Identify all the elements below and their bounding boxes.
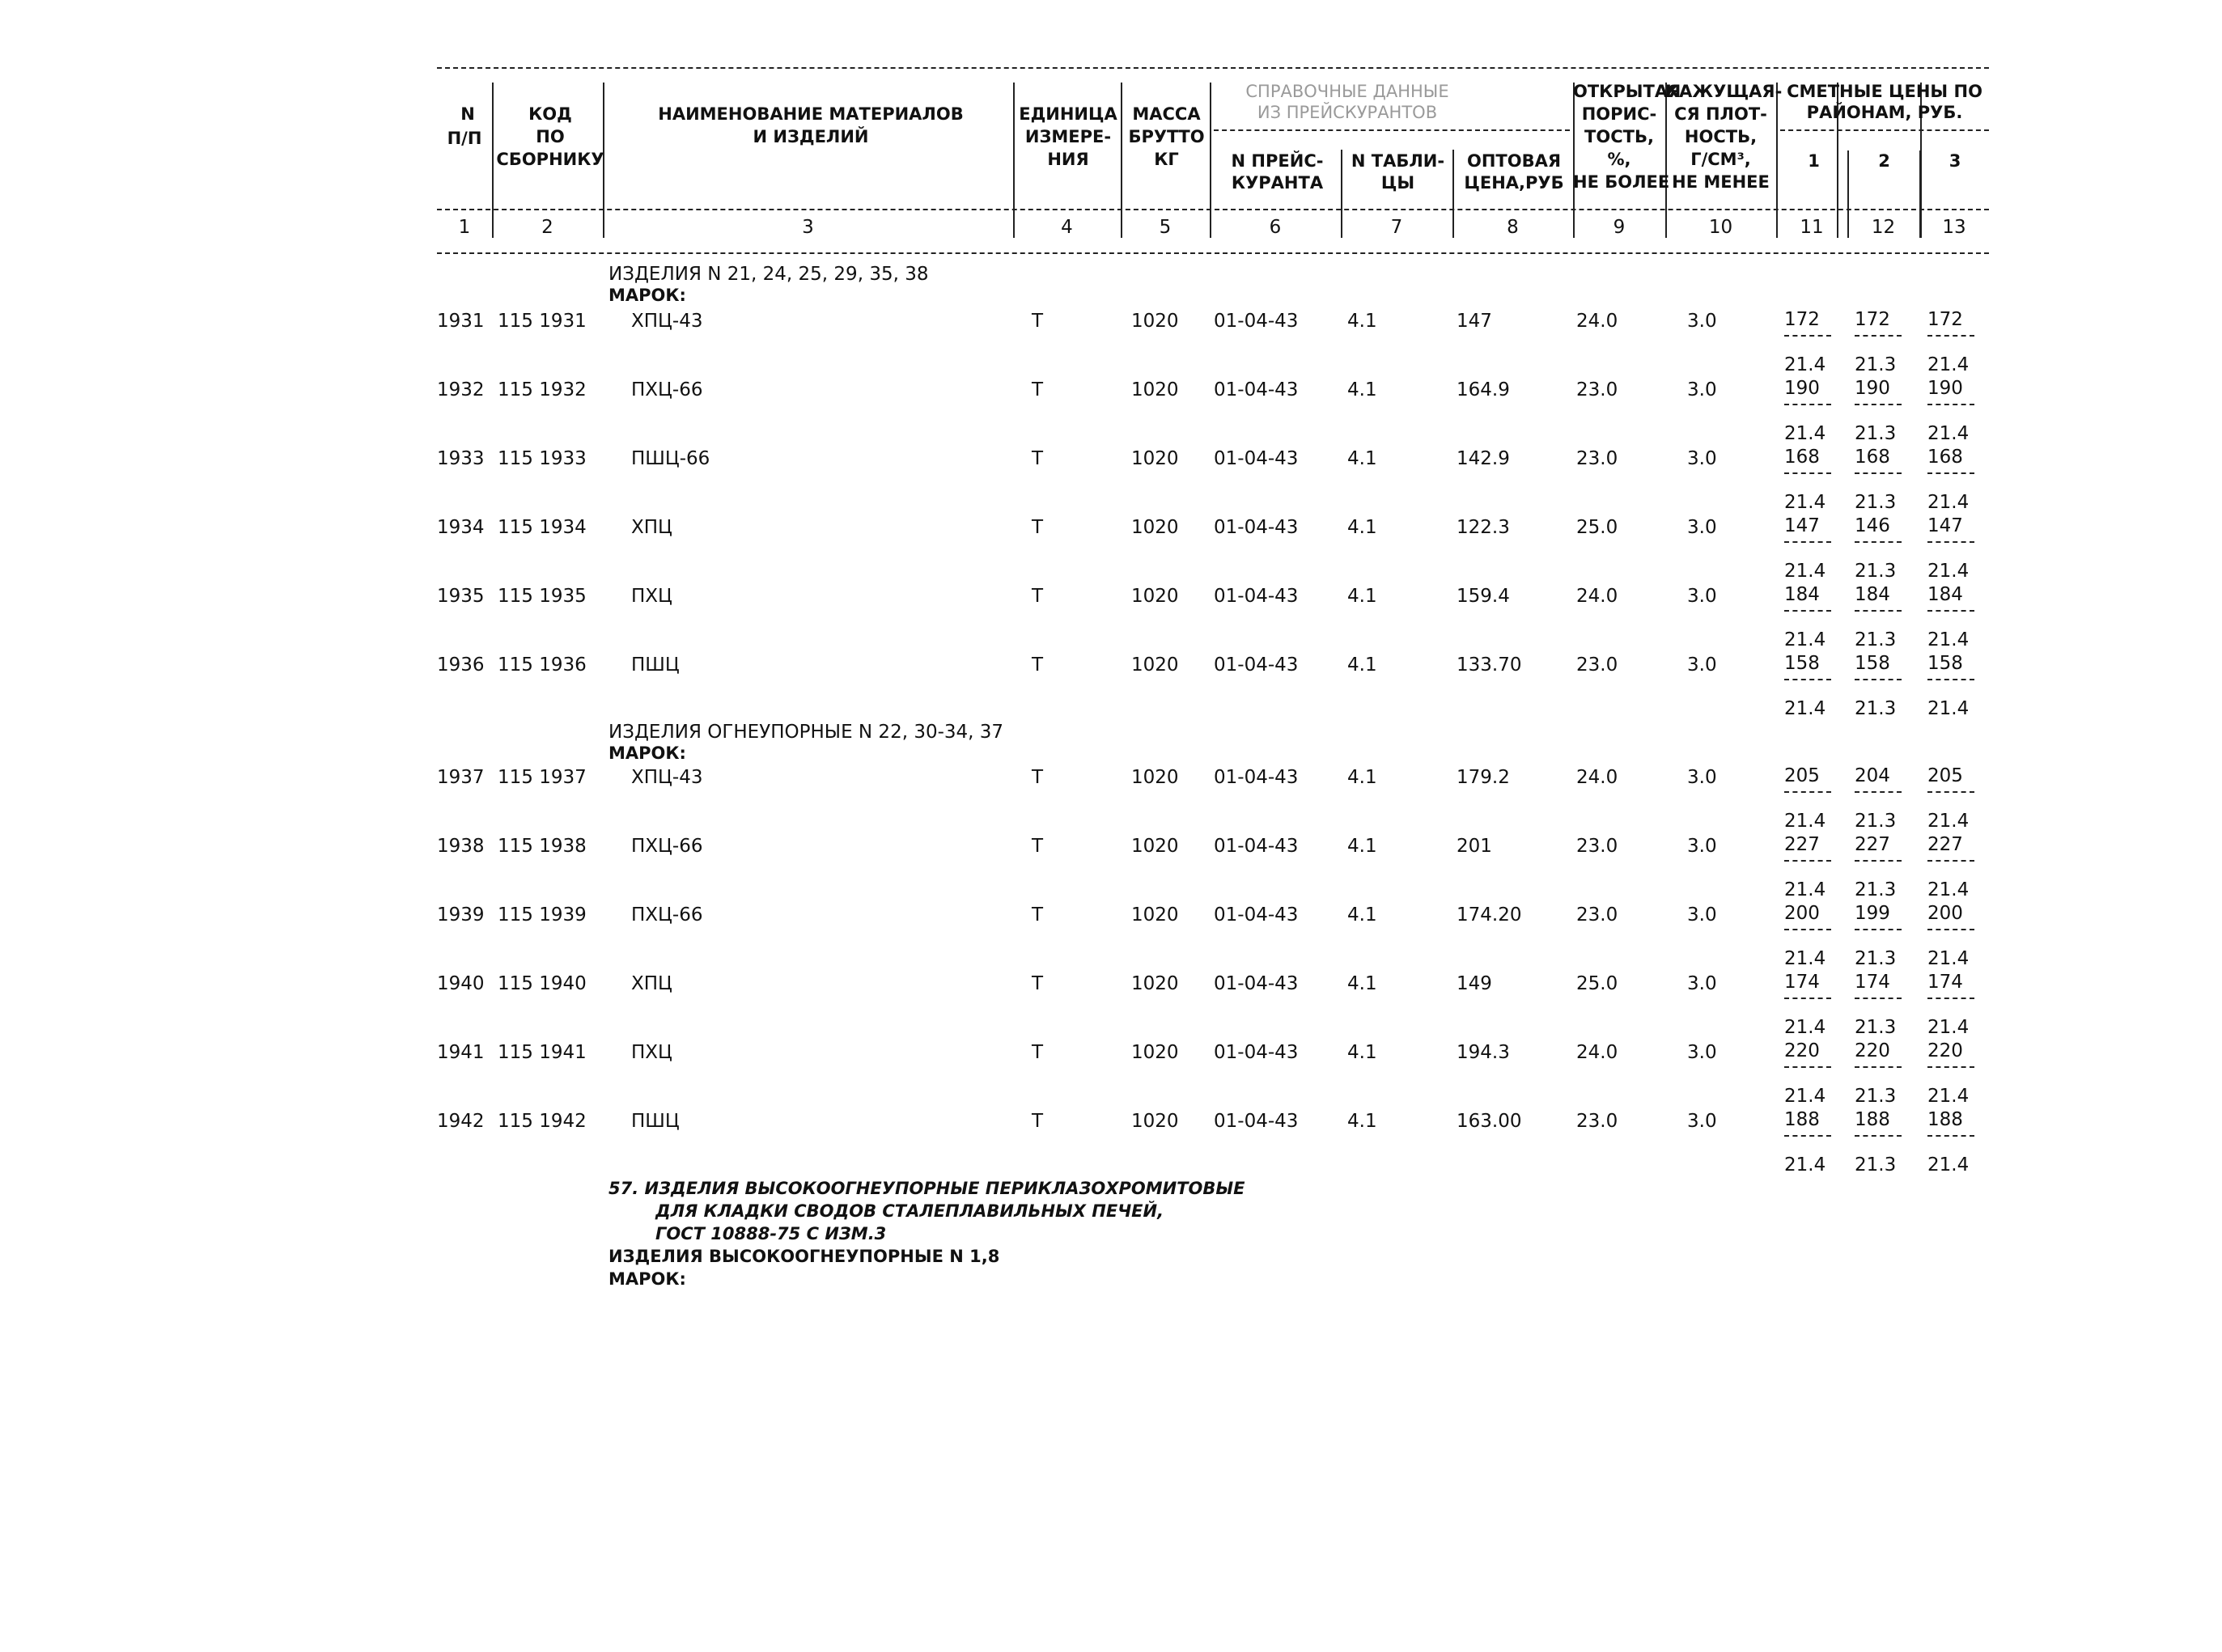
fraction-bar (1927, 335, 1974, 337)
row-region-price-2: 220 (1855, 1040, 1890, 1061)
section-title-marks: МАРОК: (609, 743, 686, 763)
row-region-price-1: 190 (1784, 378, 1820, 399)
fraction-bar (1784, 929, 1831, 930)
row-pricelist: 01-04-43 (1214, 586, 1299, 607)
row-region-coefficient-1: 21.4 (1784, 561, 1826, 582)
row-region-price-1: 188 (1784, 1109, 1820, 1130)
row-mass: 1020 (1131, 448, 1179, 469)
row-porosity: 23.0 (1576, 904, 1618, 926)
row-item-name: ПШЦ-66 (631, 448, 710, 469)
row-table-number: 4.1 (1347, 1042, 1377, 1063)
row-table-number: 4.1 (1347, 517, 1377, 538)
row-density: 3.0 (1687, 836, 1717, 857)
row-mass: 1020 (1131, 836, 1179, 857)
row-pricelist: 01-04-43 (1214, 448, 1299, 469)
row-item-name: ХПЦ-43 (631, 311, 703, 332)
fraction-bar (1855, 998, 1902, 999)
row-region-coefficient-2: 21.3 (1855, 1017, 1897, 1038)
row-mass: 1020 (1131, 517, 1179, 538)
header-column-number: 2 (541, 217, 553, 238)
header-wholesale-label: ЦЕНА,РУБ (1464, 173, 1564, 193)
row-unit: Т (1032, 379, 1044, 400)
row-porosity: 23.0 (1576, 836, 1618, 857)
header-number-rule (437, 209, 1989, 210)
header-porosity-label: ПОРИС- (1581, 104, 1657, 124)
row-code: 115 1938 (498, 836, 587, 857)
row-pricelist: 01-04-43 (1214, 311, 1299, 332)
fraction-bar (1927, 1135, 1974, 1137)
row-region-coefficient-2: 21.3 (1855, 879, 1897, 900)
header-density-label: Г/СМ³, (1690, 150, 1751, 169)
row-region-coefficient-1: 21.4 (1784, 948, 1826, 969)
row-code: 115 1941 (498, 1042, 587, 1063)
header-column-number: 7 (1390, 217, 1403, 238)
row-region-price-3: 158 (1927, 653, 1963, 674)
row-region-coefficient-3: 21.4 (1927, 1086, 1970, 1107)
header-name-label: И ИЗДЕЛИЙ (753, 127, 869, 146)
footer-subheading: ИЗДЕЛИЯ ВЫСОКООГНЕУПОРНЫЕ N 1,8 (609, 1247, 1000, 1266)
row-number: 1938 (437, 836, 485, 857)
fraction-bar (1855, 929, 1902, 930)
row-code: 115 1934 (498, 517, 587, 538)
fraction-bar (1927, 541, 1974, 543)
header-num-label: П/П (447, 129, 482, 148)
row-region-price-3: 184 (1927, 584, 1963, 605)
row-porosity: 24.0 (1576, 767, 1618, 788)
row-wholesale-price: 174.20 (1457, 904, 1522, 926)
header-column-number: 10 (1708, 217, 1733, 238)
header-column-number: 13 (1942, 217, 1966, 238)
row-region-price-3: 188 (1927, 1109, 1963, 1130)
footer-heading: ДЛЯ КЛАДКИ СВОДОВ СТАЛЕПЛАВИЛЬНЫХ ПЕЧЕЙ, (655, 1201, 1164, 1221)
row-unit: Т (1032, 517, 1044, 538)
row-region-coefficient-1: 21.4 (1784, 698, 1826, 719)
row-wholesale-price: 201 (1457, 836, 1492, 857)
header-density-label: НЕ МЕНЕЕ (1672, 172, 1770, 192)
row-porosity: 23.0 (1576, 379, 1618, 400)
row-porosity: 25.0 (1576, 517, 1618, 538)
row-region-price-2: 227 (1855, 834, 1890, 855)
row-region-price-2: 168 (1855, 447, 1890, 468)
row-code: 115 1940 (498, 973, 587, 994)
row-region-price-3: 200 (1927, 903, 1963, 924)
row-density: 3.0 (1687, 767, 1717, 788)
row-density: 3.0 (1687, 1042, 1717, 1063)
row-wholesale-price: 142.9 (1457, 448, 1510, 469)
fraction-bar (1784, 335, 1831, 337)
row-number: 1942 (437, 1111, 485, 1132)
row-table-number: 4.1 (1347, 904, 1377, 926)
fraction-bar (1784, 860, 1831, 862)
row-region-price-3: 168 (1927, 447, 1963, 468)
fraction-bar (1927, 860, 1974, 862)
row-item-name: ПХЦ (631, 1042, 672, 1063)
row-unit: Т (1032, 448, 1044, 469)
row-region-coefficient-3: 21.4 (1927, 492, 1970, 513)
row-table-number: 4.1 (1347, 311, 1377, 332)
fraction-bar (1784, 1066, 1831, 1068)
fraction-bar (1784, 998, 1831, 999)
row-mass: 1020 (1131, 1042, 1179, 1063)
row-region-coefficient-3: 21.4 (1927, 698, 1970, 719)
row-density: 3.0 (1687, 379, 1717, 400)
header-column-number: 12 (1871, 217, 1896, 238)
header-region-3: 3 (1948, 151, 1961, 171)
price-group-subrule (1780, 129, 1989, 131)
header-price-group-label: СМЕТНЫЕ ЦЕНЫ ПО (1787, 82, 1982, 101)
row-region-price-2: 172 (1855, 309, 1890, 330)
row-region-price-2: 204 (1855, 765, 1890, 786)
header-num-label: N (460, 104, 475, 124)
fraction-bar (1855, 335, 1902, 337)
header-region-2: 2 (1878, 151, 1890, 171)
fraction-bar (1855, 860, 1902, 862)
header-table-label: N ТАБЛИ- (1351, 151, 1445, 171)
row-region-coefficient-1: 21.4 (1784, 811, 1826, 832)
row-region-coefficient-2: 21.3 (1855, 492, 1897, 513)
fraction-bar (1927, 472, 1974, 474)
row-region-price-2: 158 (1855, 653, 1890, 674)
row-pricelist: 01-04-43 (1214, 1111, 1299, 1132)
row-unit: Т (1032, 904, 1044, 926)
row-region-coefficient-3: 21.4 (1927, 561, 1970, 582)
row-number: 1931 (437, 311, 485, 332)
row-porosity: 24.0 (1576, 311, 1618, 332)
row-code: 115 1939 (498, 904, 587, 926)
row-number: 1934 (437, 517, 485, 538)
column-divider (1013, 83, 1015, 238)
header-price-group-label: РАЙОНАМ, РУБ. (1806, 103, 1963, 122)
row-pricelist: 01-04-43 (1214, 379, 1299, 400)
fraction-bar (1855, 541, 1902, 543)
row-region-price-3: 227 (1927, 834, 1963, 855)
header-mass-label: БРУТТО (1128, 127, 1205, 146)
row-mass: 1020 (1131, 586, 1179, 607)
row-region-coefficient-2: 21.3 (1855, 561, 1897, 582)
header-column-number: 1 (458, 217, 471, 238)
row-region-price-2: 188 (1855, 1109, 1890, 1130)
row-region-price-3: 174 (1927, 972, 1963, 993)
row-region-coefficient-2: 21.3 (1855, 698, 1897, 719)
fraction-bar (1927, 1066, 1974, 1068)
row-region-coefficient-3: 21.4 (1927, 423, 1970, 444)
header-code-label: КОД (528, 104, 572, 124)
row-porosity: 23.0 (1576, 448, 1618, 469)
row-region-coefficient-1: 21.4 (1784, 1154, 1826, 1175)
row-code: 115 1931 (498, 311, 587, 332)
row-item-name: ПШЦ (631, 654, 680, 676)
row-density: 3.0 (1687, 904, 1717, 926)
section-title-marks: МАРОК: (609, 286, 686, 305)
header-mass-label: КГ (1154, 150, 1179, 169)
header-code-label: СБОРНИКУ (496, 150, 604, 169)
row-density: 3.0 (1687, 973, 1717, 994)
header-column-number: 3 (802, 217, 814, 238)
fraction-bar (1855, 610, 1902, 612)
row-code: 115 1935 (498, 586, 587, 607)
row-wholesale-price: 122.3 (1457, 517, 1510, 538)
row-item-name: ХПЦ-43 (631, 767, 703, 788)
fraction-bar (1927, 998, 1974, 999)
row-unit: Т (1032, 654, 1044, 676)
row-region-price-2: 174 (1855, 972, 1890, 993)
fraction-bar (1784, 679, 1831, 680)
column-divider (1121, 83, 1122, 238)
row-number: 1939 (437, 904, 485, 926)
row-pricelist: 01-04-43 (1214, 654, 1299, 676)
row-unit: Т (1032, 311, 1044, 332)
row-pricelist: 01-04-43 (1214, 1042, 1299, 1063)
row-item-name: ПХЦ-66 (631, 379, 703, 400)
row-unit: Т (1032, 1042, 1044, 1063)
row-region-coefficient-3: 21.4 (1927, 629, 1970, 650)
row-density: 3.0 (1687, 517, 1717, 538)
row-porosity: 23.0 (1576, 1111, 1618, 1132)
header-porosity-label: ОТКРЫТАЯ (1573, 82, 1681, 101)
row-unit: Т (1032, 1111, 1044, 1132)
row-table-number: 4.1 (1347, 448, 1377, 469)
header-column-number: 4 (1061, 217, 1073, 238)
fraction-bar (1927, 404, 1974, 405)
row-region-coefficient-1: 21.4 (1784, 1086, 1826, 1107)
row-code: 115 1933 (498, 448, 587, 469)
row-mass: 1020 (1131, 973, 1179, 994)
row-table-number: 4.1 (1347, 379, 1377, 400)
row-table-number: 4.1 (1347, 586, 1377, 607)
row-density: 3.0 (1687, 654, 1717, 676)
header-column-number: 6 (1269, 217, 1282, 238)
row-density: 3.0 (1687, 311, 1717, 332)
row-region-price-1: 147 (1784, 515, 1820, 536)
row-wholesale-price: 159.4 (1457, 586, 1510, 607)
row-unit: Т (1032, 836, 1044, 857)
header-table-label: ЦЫ (1380, 173, 1415, 193)
row-wholesale-price: 164.9 (1457, 379, 1510, 400)
header-porosity-label: ТОСТЬ, (1584, 127, 1654, 146)
row-porosity: 23.0 (1576, 654, 1618, 676)
header-column-number: 9 (1613, 217, 1626, 238)
row-pricelist: 01-04-43 (1214, 973, 1299, 994)
fraction-bar (1855, 1066, 1902, 1068)
row-region-price-2: 184 (1855, 584, 1890, 605)
row-table-number: 4.1 (1347, 836, 1377, 857)
row-code: 115 1937 (498, 767, 587, 788)
header-density-label: НОСТЬ, (1684, 127, 1758, 146)
row-item-name: ХПЦ (631, 973, 672, 994)
ref-group-subrule (1214, 129, 1570, 131)
header-column-number: 11 (1800, 217, 1824, 238)
row-region-price-1: 174 (1784, 972, 1820, 993)
row-region-price-1: 184 (1784, 584, 1820, 605)
row-mass: 1020 (1131, 379, 1179, 400)
row-mass: 1020 (1131, 904, 1179, 926)
row-wholesale-price: 147 (1457, 311, 1492, 332)
header-unit-label: ИЗМЕРЕ- (1024, 127, 1112, 146)
row-region-coefficient-2: 21.3 (1855, 811, 1897, 832)
row-item-name: ПХЦ (631, 586, 672, 607)
row-region-coefficient-2: 21.3 (1855, 948, 1897, 969)
row-region-coefficient-2: 21.3 (1855, 1086, 1897, 1107)
header-region-1: 1 (1808, 151, 1820, 171)
row-region-price-1: 158 (1784, 653, 1820, 674)
row-mass: 1020 (1131, 654, 1179, 676)
fraction-bar (1927, 791, 1974, 793)
row-porosity: 24.0 (1576, 586, 1618, 607)
row-mass: 1020 (1131, 767, 1179, 788)
row-table-number: 4.1 (1347, 973, 1377, 994)
row-region-coefficient-2: 21.3 (1855, 629, 1897, 650)
header-column-number: 5 (1159, 217, 1172, 238)
row-region-coefficient-3: 21.4 (1927, 354, 1970, 375)
row-region-coefficient-1: 21.4 (1784, 879, 1826, 900)
row-region-coefficient-2: 21.3 (1855, 354, 1897, 375)
row-region-price-1: 168 (1784, 447, 1820, 468)
row-code: 115 1936 (498, 654, 587, 676)
row-region-coefficient-1: 21.4 (1784, 629, 1826, 650)
header-ref-group-label: СПРАВОЧНЫЕ ДАННЫЕ (1245, 82, 1449, 101)
row-region-price-2: 146 (1855, 515, 1890, 536)
header-code-label: ПО (536, 127, 565, 146)
row-region-coefficient-1: 21.4 (1784, 423, 1826, 444)
row-region-coefficient-1: 21.4 (1784, 1017, 1826, 1038)
section-title: ИЗДЕЛИЯ N 21, 24, 25, 29, 35, 38 (609, 264, 929, 285)
fraction-bar (1784, 472, 1831, 474)
row-region-coefficient-3: 21.4 (1927, 1154, 1970, 1175)
row-region-coefficient-2: 21.3 (1855, 423, 1897, 444)
row-number: 1932 (437, 379, 485, 400)
row-table-number: 4.1 (1347, 654, 1377, 676)
fraction-bar (1927, 610, 1974, 612)
fraction-bar (1855, 791, 1902, 793)
footer-heading: 57. ИЗДЕЛИЯ ВЫСОКООГНЕУПОРНЫЕ ПЕРИКЛАЗОХРОМИТОВЫЕ (609, 1179, 1245, 1198)
row-pricelist: 01-04-43 (1214, 767, 1299, 788)
row-density: 3.0 (1687, 586, 1717, 607)
row-item-name: ПХЦ-66 (631, 836, 703, 857)
row-region-price-3: 147 (1927, 515, 1963, 536)
header-pricelist-label: КУРАНТА (1231, 173, 1324, 193)
table-top-rule (437, 67, 1989, 69)
fraction-bar (1855, 1135, 1902, 1137)
row-number: 1935 (437, 586, 485, 607)
header-mass-label: МАССА (1132, 104, 1201, 124)
row-item-name: ХПЦ (631, 517, 672, 538)
fraction-bar (1784, 1135, 1831, 1137)
row-unit: Т (1032, 586, 1044, 607)
row-region-price-2: 190 (1855, 378, 1890, 399)
row-table-number: 4.1 (1347, 767, 1377, 788)
row-code: 115 1932 (498, 379, 587, 400)
fraction-bar (1784, 541, 1831, 543)
row-region-price-3: 205 (1927, 765, 1963, 786)
row-wholesale-price: 179.2 (1457, 767, 1510, 788)
header-unit-label: НИЯ (1047, 150, 1089, 169)
header-name-label: НАИМЕНОВАНИЕ МАТЕРИАЛОВ (658, 104, 964, 124)
row-region-coefficient-2: 21.3 (1855, 1154, 1897, 1175)
row-wholesale-price: 194.3 (1457, 1042, 1510, 1063)
fraction-bar (1855, 472, 1902, 474)
column-divider (1210, 83, 1211, 238)
row-region-price-1: 172 (1784, 309, 1820, 330)
row-wholesale-price: 149 (1457, 973, 1492, 994)
row-table-number: 4.1 (1347, 1111, 1377, 1132)
row-region-price-1: 205 (1784, 765, 1820, 786)
row-region-price-2: 199 (1855, 903, 1890, 924)
row-code: 115 1942 (498, 1111, 587, 1132)
row-number: 1937 (437, 767, 485, 788)
header-pricelist-label: N ПРЕЙС- (1231, 151, 1324, 171)
row-region-coefficient-1: 21.4 (1784, 354, 1826, 375)
row-region-price-1: 227 (1784, 834, 1820, 855)
row-region-price-3: 220 (1927, 1040, 1963, 1061)
row-porosity: 24.0 (1576, 1042, 1618, 1063)
fraction-bar (1784, 791, 1831, 793)
header-porosity-label: НЕ БОЛЕЕ (1573, 172, 1670, 192)
fraction-bar (1784, 404, 1831, 405)
row-region-coefficient-3: 21.4 (1927, 948, 1970, 969)
header-column-number: 8 (1507, 217, 1519, 238)
row-mass: 1020 (1131, 311, 1179, 332)
row-number: 1940 (437, 973, 485, 994)
row-number: 1933 (437, 448, 485, 469)
column-divider (492, 83, 494, 238)
row-region-coefficient-3: 21.4 (1927, 879, 1970, 900)
row-item-name: ПХЦ-66 (631, 904, 703, 926)
row-density: 3.0 (1687, 448, 1717, 469)
row-unit: Т (1032, 973, 1044, 994)
header-wholesale-label: ОПТОВАЯ (1466, 151, 1562, 171)
header-unit-label: ЕДИНИЦА (1019, 104, 1117, 124)
fraction-bar (1927, 679, 1974, 680)
header-porosity-label: %, (1607, 150, 1631, 169)
row-pricelist: 01-04-43 (1214, 517, 1299, 538)
row-region-coefficient-3: 21.4 (1927, 811, 1970, 832)
section-title: ИЗДЕЛИЯ ОГНЕУПОРНЫЕ N 22, 30-34, 37 (609, 722, 1004, 743)
row-porosity: 25.0 (1576, 973, 1618, 994)
row-region-price-3: 172 (1927, 309, 1963, 330)
column-divider (1776, 83, 1778, 238)
row-pricelist: 01-04-43 (1214, 836, 1299, 857)
fraction-bar (1855, 404, 1902, 405)
row-pricelist: 01-04-43 (1214, 904, 1299, 926)
footer-heading: ГОСТ 10888-75 С ИЗМ.3 (655, 1224, 887, 1243)
header-density-label: СЯ ПЛОТ- (1674, 104, 1767, 124)
row-unit: Т (1032, 767, 1044, 788)
header-density-label: КАЖУЩАЯ- (1665, 82, 1783, 101)
fraction-bar (1927, 929, 1974, 930)
row-region-price-1: 200 (1784, 903, 1820, 924)
row-number: 1936 (437, 654, 485, 676)
table-header-bottom-rule (437, 252, 1989, 254)
row-number: 1941 (437, 1042, 485, 1063)
row-mass: 1020 (1131, 1111, 1179, 1132)
row-region-price-3: 190 (1927, 378, 1963, 399)
row-region-price-1: 220 (1784, 1040, 1820, 1061)
row-density: 3.0 (1687, 1111, 1717, 1132)
footer-subheading-marks: МАРОК: (609, 1269, 686, 1289)
row-wholesale-price: 163.00 (1457, 1111, 1522, 1132)
fraction-bar (1784, 610, 1831, 612)
fraction-bar (1855, 679, 1902, 680)
row-item-name: ПШЦ (631, 1111, 680, 1132)
row-region-coefficient-3: 21.4 (1927, 1017, 1970, 1038)
row-wholesale-price: 133.70 (1457, 654, 1522, 676)
row-region-coefficient-1: 21.4 (1784, 492, 1826, 513)
header-ref-group-label: ИЗ ПРЕЙСКУРАНТОВ (1257, 103, 1438, 122)
